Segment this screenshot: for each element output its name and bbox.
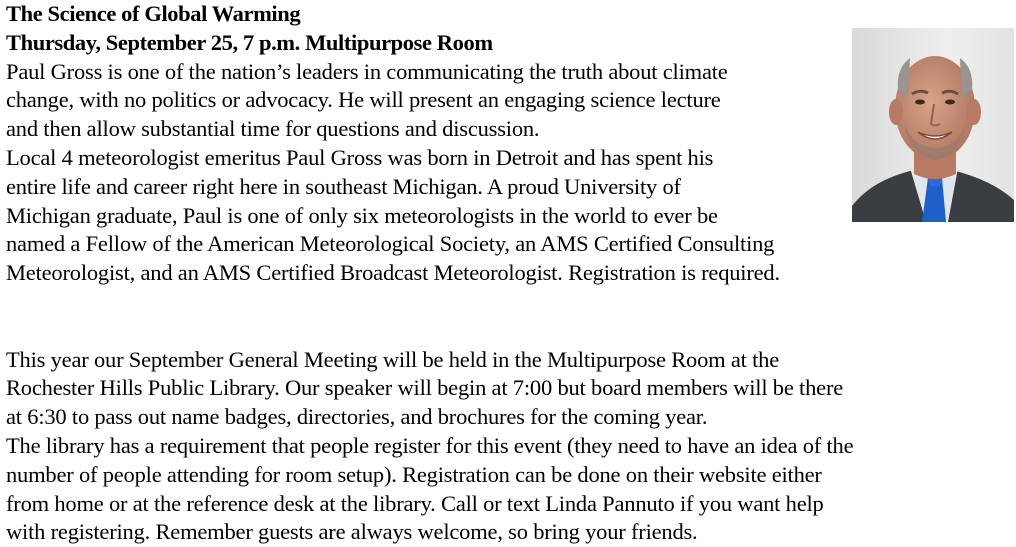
bio-line: and then allow substantial time for questions and discussion.: [6, 116, 540, 142]
speaker-photo: [852, 28, 1014, 222]
bio-line: Michigan graduate, Paul is one of only six meteorologists in the world to ever be: [6, 202, 718, 228]
bio-line: change, with no politics or advocacy. He will present an engaging science lecture: [6, 87, 721, 113]
speaker-portrait-icon: [852, 28, 1014, 222]
meeting-line: Rochester Hills Public Library. Our speaker will begin at 7:00 but board members will be there: [6, 375, 844, 401]
bio-line: Meteorologist, and an AMS Certified Broadcast Meteorologist. Registration is required.: [6, 260, 780, 286]
meeting-line: from home or at the reference desk at the library. Call or text Linda Pannuto if you want help: [6, 490, 824, 516]
event-datetime: Thursday, September 25, 7 p.m. Multipurpose Room: [6, 29, 493, 55]
bio-line: Paul Gross is one of the nation’s leaders in communicating the truth about climate: [6, 58, 728, 84]
paragraph-gap: [6, 288, 1010, 346]
meeting-info-paragraph: [6, 346, 1010, 547]
bio-line: Local 4 meteorologist emeritus Paul Gross was born in Detroit and has spent his: [6, 144, 714, 170]
bio-line: named a Fellow of the American Meteorological Society, an AMS Certified Consulting: [6, 231, 775, 257]
meeting-line: number of people attending for room setup). Registration can be done on their website either: [6, 461, 822, 487]
meeting-line: at 6:30 to pass out name badges, directories, and brochures for the coming year.: [6, 404, 708, 430]
bio-line: entire life and career right here in southeast Michigan. A proud University of: [6, 173, 681, 199]
meeting-line: The library has a requirement that people register for this event (they need to have an idea of the: [6, 432, 854, 458]
meeting-line: This year our September General Meeting will be held in the Multipurpose Room at the: [6, 346, 780, 372]
meeting-line: with registering. Remember guests are always welcome, so bring your friends.: [6, 519, 698, 545]
event-title: The Science of Global Warming: [6, 1, 301, 26]
